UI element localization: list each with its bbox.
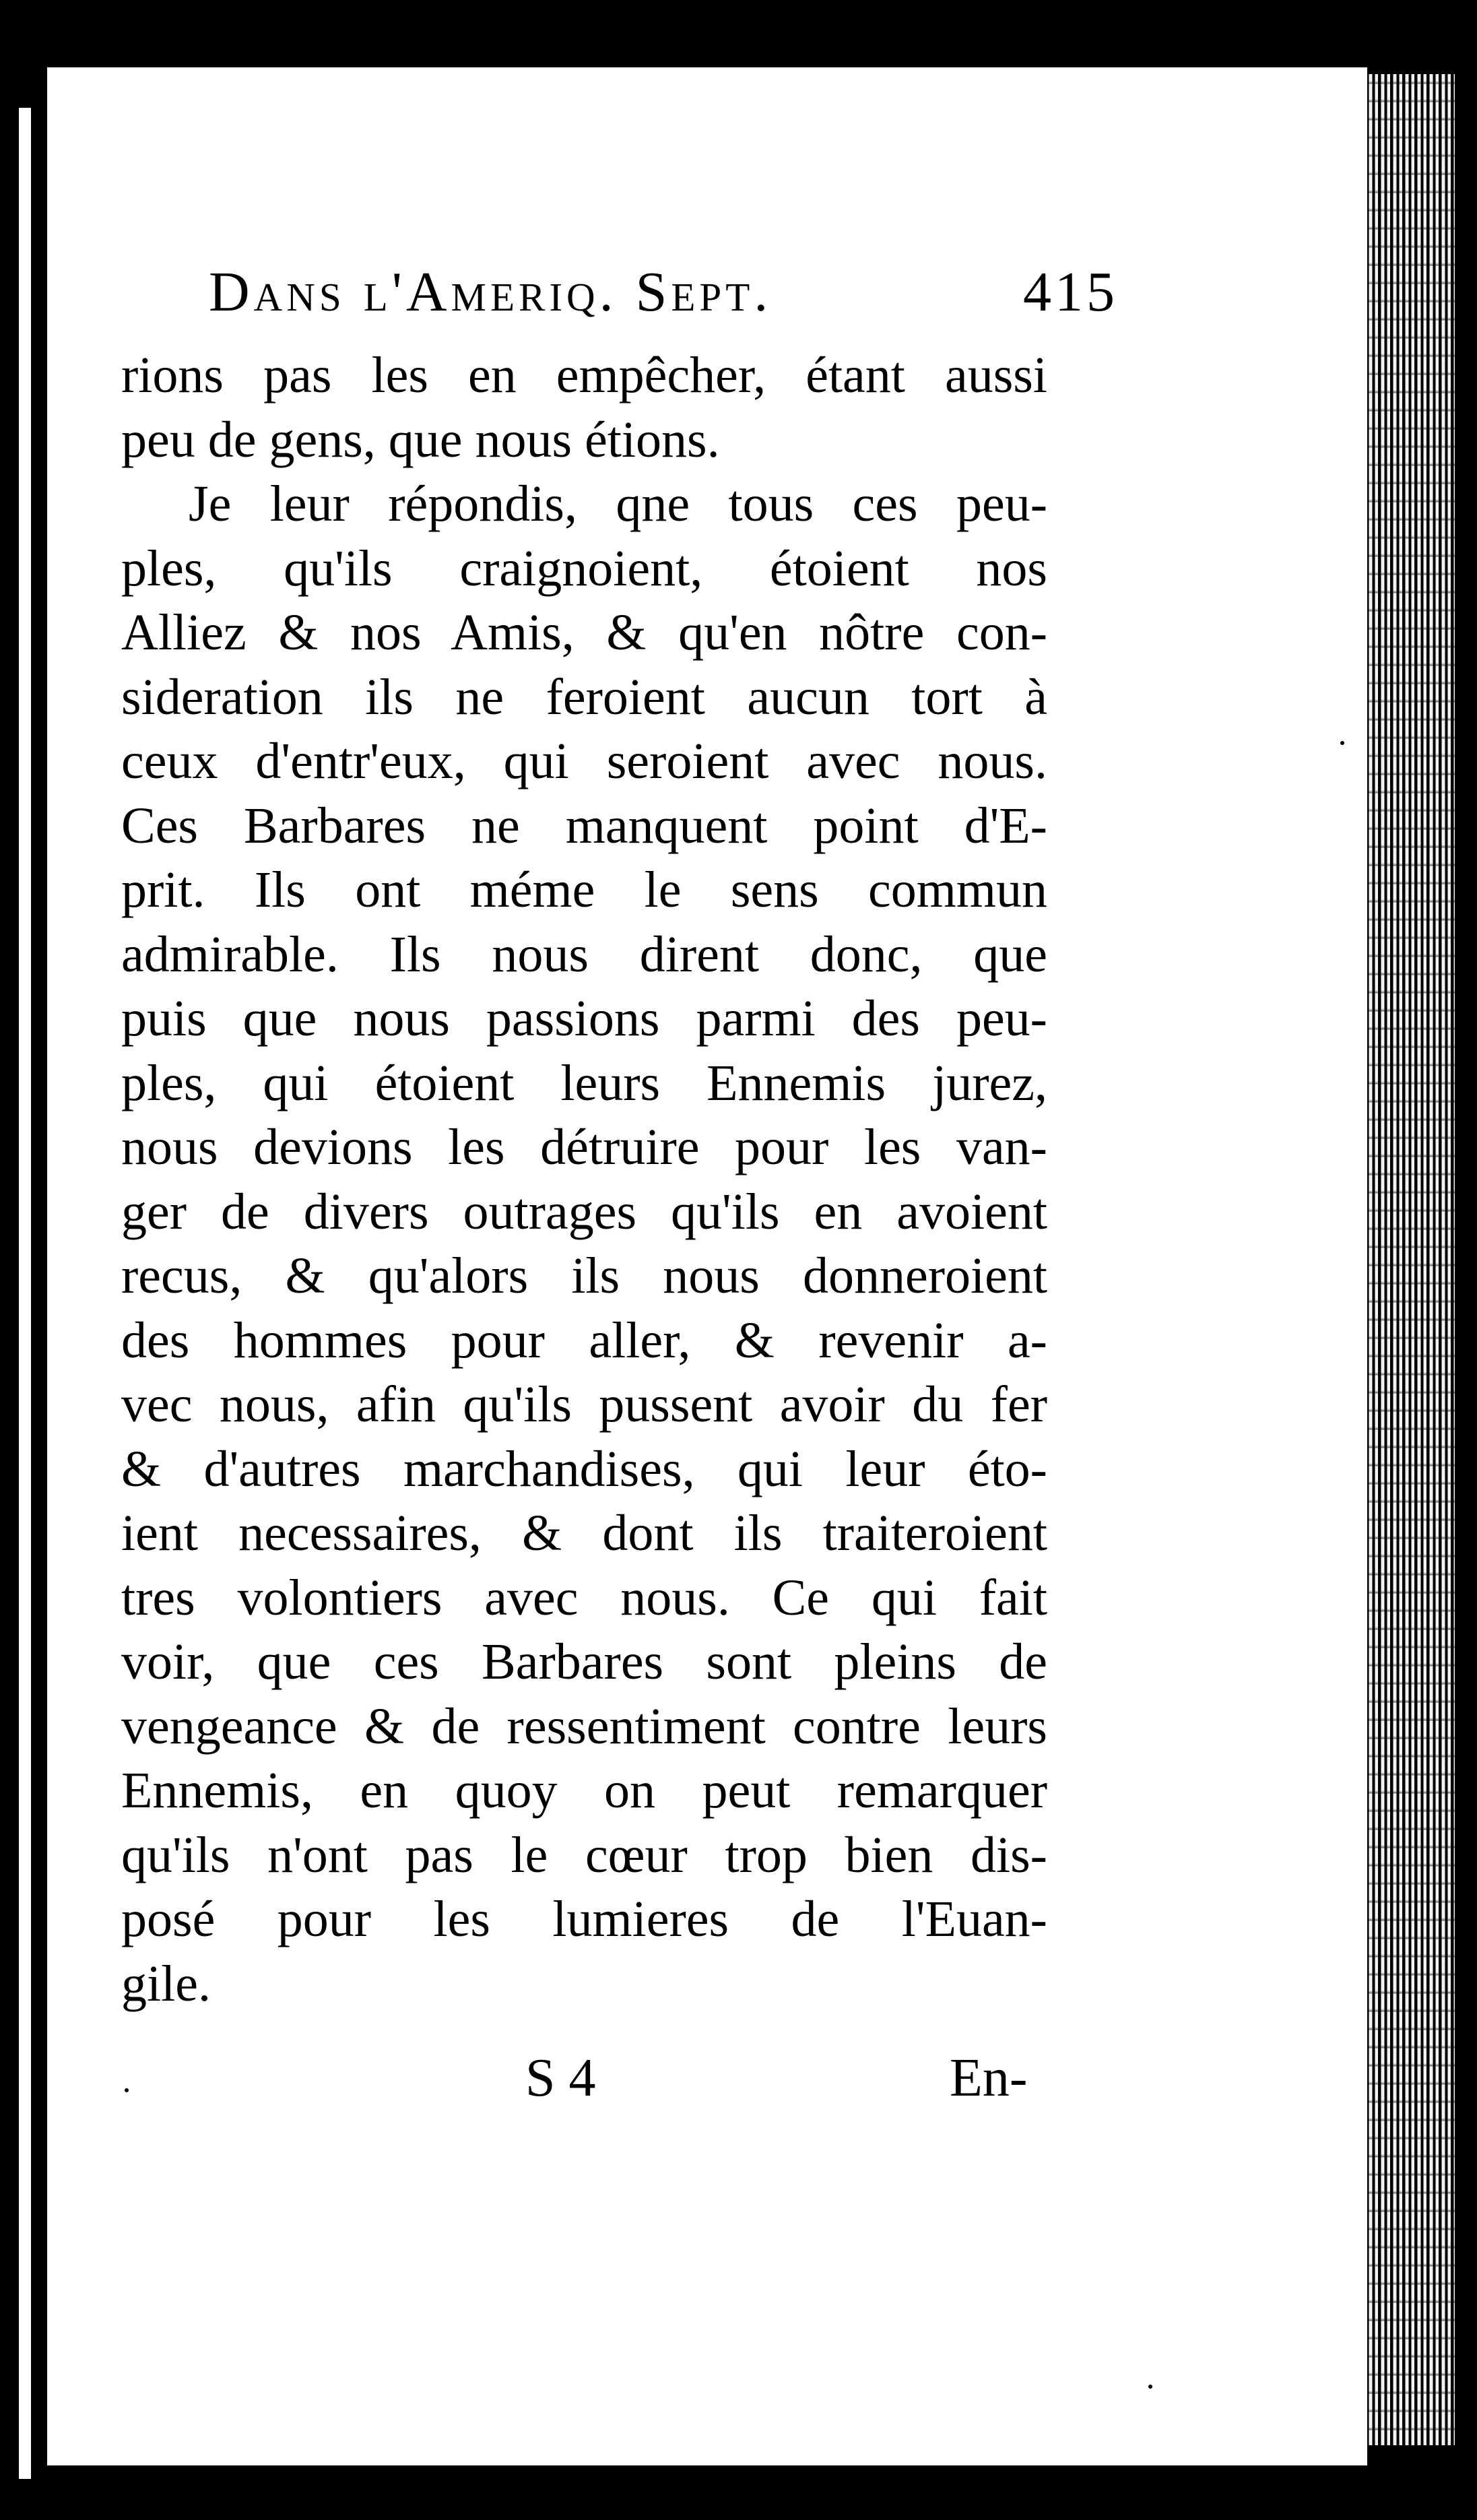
text-line: prit. Ils ont méme le sens commun	[121, 862, 1047, 918]
text-line: ceux d'entr'eux, qui seroient avec nous.	[121, 733, 1047, 789]
text-line: recus, & qu'alors ils nous donneroient	[121, 1248, 1047, 1304]
ink-speck	[1148, 2385, 1152, 2389]
signature-mark: S 4	[525, 2048, 596, 2108]
left-page-edge	[19, 108, 31, 2479]
text-line: vengeance & de ressentiment contre leurs	[121, 1698, 1047, 1755]
text-line: Ces Barbares ne manquent point d'E-	[121, 797, 1047, 854]
text-line: Alliez & nos Amis, & qu'en nôtre con-	[121, 604, 1047, 661]
text-line: vec nous, afin qu'ils pussent avoir du fer	[121, 1376, 1047, 1433]
text-line: sideration ils ne feroient aucun tort à	[121, 668, 1047, 725]
text-line: voir, que ces Barbares sont pleins de	[121, 1634, 1047, 1690]
text-line: ient necessaires, & dont ils traiteroient	[121, 1505, 1047, 1561]
text-line: Je leur répondis, qne tous ces peu-	[189, 476, 1047, 532]
text-line: ples, qui étoient leurs Ennemis jurez,	[121, 1054, 1047, 1111]
text-line: & d'autres marchandises, qui leur éto-	[121, 1440, 1047, 1497]
running-head	[209, 259, 1118, 340]
text-line: Ennemis, en quoy on peut remarquer	[121, 1762, 1047, 1819]
text-line: rions pas les en empêcher, étant aussi	[121, 347, 1047, 403]
page-number: 415	[1023, 261, 1118, 323]
text-line: gile.	[121, 1955, 211, 2012]
text-line: tres volontiers avec nous. Ce qui fait	[121, 1569, 1047, 1626]
running-title: Dans l'Ameriq. Sept.	[209, 261, 773, 323]
text-line: posé pour les lumieres de l'Euan-	[121, 1891, 1047, 1947]
ink-speck	[1340, 741, 1344, 745]
text-line: puis que nous passions parmi des peu-	[121, 990, 1047, 1047]
text-line: qu'ils n'ont pas le cœur trop bien dis-	[121, 1826, 1047, 1883]
text-line: peu de gens, que nous étions.	[121, 411, 720, 468]
text-line: des hommes pour aller, & revenir a-	[121, 1312, 1047, 1369]
text-line: ger de divers outrages qu'ils en avoient	[121, 1183, 1047, 1240]
catchword: En-	[950, 2048, 1028, 2108]
ink-speck	[125, 2088, 129, 2092]
right-page-edges	[1354, 74, 1455, 2445]
body-text	[121, 344, 1047, 2016]
text-line: nous devions les détruire pour les van-	[121, 1119, 1047, 1175]
text-line: ples, qu'ils craignoient, étoient nos	[121, 540, 1047, 597]
text-line: admirable. Ils nous dirent donc, que	[121, 926, 1047, 983]
